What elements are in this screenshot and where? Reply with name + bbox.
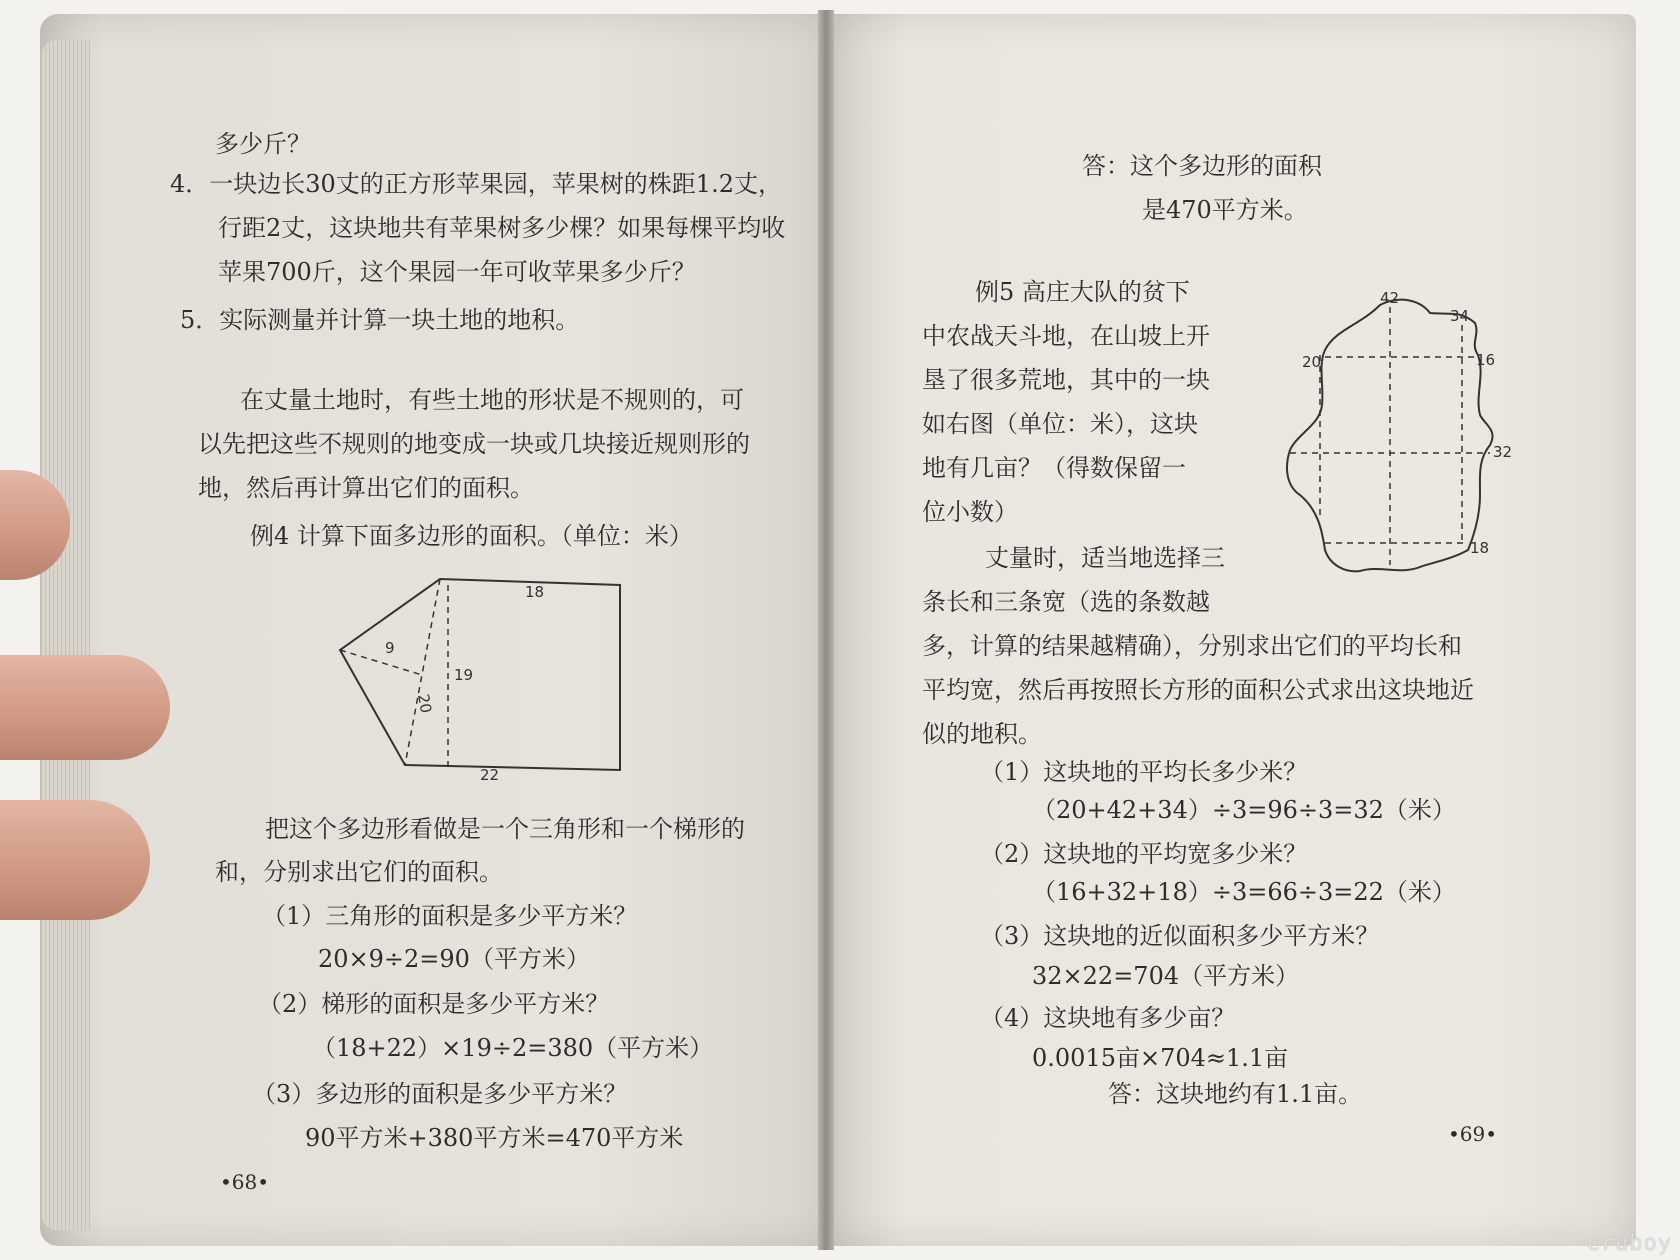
label-18: 18 xyxy=(525,583,545,601)
right-page-number: •69• xyxy=(1448,1122,1498,1146)
left-page-number: •68• xyxy=(220,1170,270,1194)
measure-line-1: 丈量时，适当地选择三 xyxy=(985,544,1225,572)
r-step-2-question: （2）这块地的平均宽多少米？ xyxy=(980,840,1308,868)
label-9: 9 xyxy=(385,639,395,657)
problem-4-line-3: 苹果700斤，这个果园一年可收苹果多少斤？ xyxy=(218,258,696,286)
intro-line-2: 以先把这些不规则的地变成一块或几块接近规则形的 xyxy=(198,430,750,458)
answer-line-2: 是470平方米。 xyxy=(1142,196,1308,224)
irregular-land-figure xyxy=(1280,285,1513,590)
r-step-3-question: （3）这块地的近似面积多少平方米？ xyxy=(980,922,1380,950)
explain-line-2: 和，分别求出它们的面积。 xyxy=(215,858,503,886)
r-final-answer: 答：这块地约有1.1亩。 xyxy=(1108,1080,1363,1108)
problem-4-line-1: 4．一块边长30丈的正方形苹果园，苹果树的株距1.2丈， xyxy=(170,170,782,198)
r-step-2-answer: （16+32+18）÷3=66÷3=22（米） xyxy=(1032,878,1456,906)
example-4-title: 例4 计算下面多边形的面积。（单位：米） xyxy=(250,522,693,550)
label-20-right: 20 xyxy=(1302,353,1322,371)
example-5-line-4: 如右图（单位：米），这块 xyxy=(922,410,1198,438)
label-18-right: 18 xyxy=(1470,539,1490,557)
problem-5: 5．实际测量并计算一块土地的地积。 xyxy=(180,306,580,334)
step-2-question: （2）梯形的面积是多少平方米？ xyxy=(258,990,610,1018)
watermark: cruboy xyxy=(1586,1231,1672,1256)
example-5-line-3: 垦了很多荒地，其中的一块 xyxy=(922,366,1210,394)
answer-line-1: 答：这个多边形的面积 xyxy=(1082,152,1322,180)
step-3-question: （3）多边形的面积是多少平方米？ xyxy=(252,1080,628,1108)
label-42: 42 xyxy=(1380,289,1400,307)
left-line-0: 多少斤？ xyxy=(215,130,311,158)
hand-holding-page xyxy=(0,450,175,950)
measure-line-3: 多，计算的结果越精确），分别求出它们的平均长和 xyxy=(922,632,1462,660)
r-step-4-answer: 0.0015亩×704≈1.1亩 xyxy=(1032,1044,1289,1072)
measure-line-2: 条长和三条宽（选的条数越 xyxy=(922,588,1210,616)
explain-line-1: 把这个多边形看做是一个三角形和一个梯形的 xyxy=(265,815,745,843)
step-2-answer: （18+22）×19÷2=380（平方米） xyxy=(312,1034,714,1062)
step-3-answer: 90平方米+380平方米=470平方米 xyxy=(305,1124,684,1152)
r-step-1-answer: （20+42+34）÷3=96÷3=32（米） xyxy=(1032,796,1456,824)
r-step-3-answer: 32×22=704（平方米） xyxy=(1032,962,1300,990)
r-step-1-question: （1）这块地的平均长多少米？ xyxy=(980,758,1308,786)
intro-line-3: 地，然后再计算出它们的面积。 xyxy=(198,474,534,502)
step-1-question: （1）三角形的面积是多少平方米？ xyxy=(262,902,638,930)
r-step-4-question: （4）这块地有多少亩？ xyxy=(980,1004,1236,1032)
intro-line-1: 在丈量土地时，有些土地的形状是不规则的，可 xyxy=(240,386,744,414)
problem-4-line-2: 行距2丈，这块地共有苹果树多少棵？如果每棵平均收 xyxy=(218,214,786,242)
book-spine xyxy=(818,10,834,1250)
example-5-line-5: 地有几亩？（得数保留一 xyxy=(922,454,1186,482)
example-5-line-2: 中农战天斗地，在山坡上开 xyxy=(922,322,1210,350)
label-20: 20 xyxy=(414,692,436,715)
label-32: 32 xyxy=(1493,443,1513,461)
label-19: 19 xyxy=(454,666,474,684)
label-22: 22 xyxy=(480,766,500,784)
example-5-line-6: 位小数） xyxy=(922,498,1018,526)
step-1-answer: 20×9÷2=90（平方米） xyxy=(318,945,590,973)
measure-line-4: 平均宽，然后再按照长方形的面积公式求出这块地近 xyxy=(922,676,1474,704)
label-16: 16 xyxy=(1476,351,1496,369)
example-5-line-1: 例5 高庄大队的贫下 xyxy=(975,278,1190,306)
polygon-figure xyxy=(330,575,630,784)
measure-line-5: 似的地积。 xyxy=(922,720,1042,748)
label-34: 34 xyxy=(1450,307,1470,325)
